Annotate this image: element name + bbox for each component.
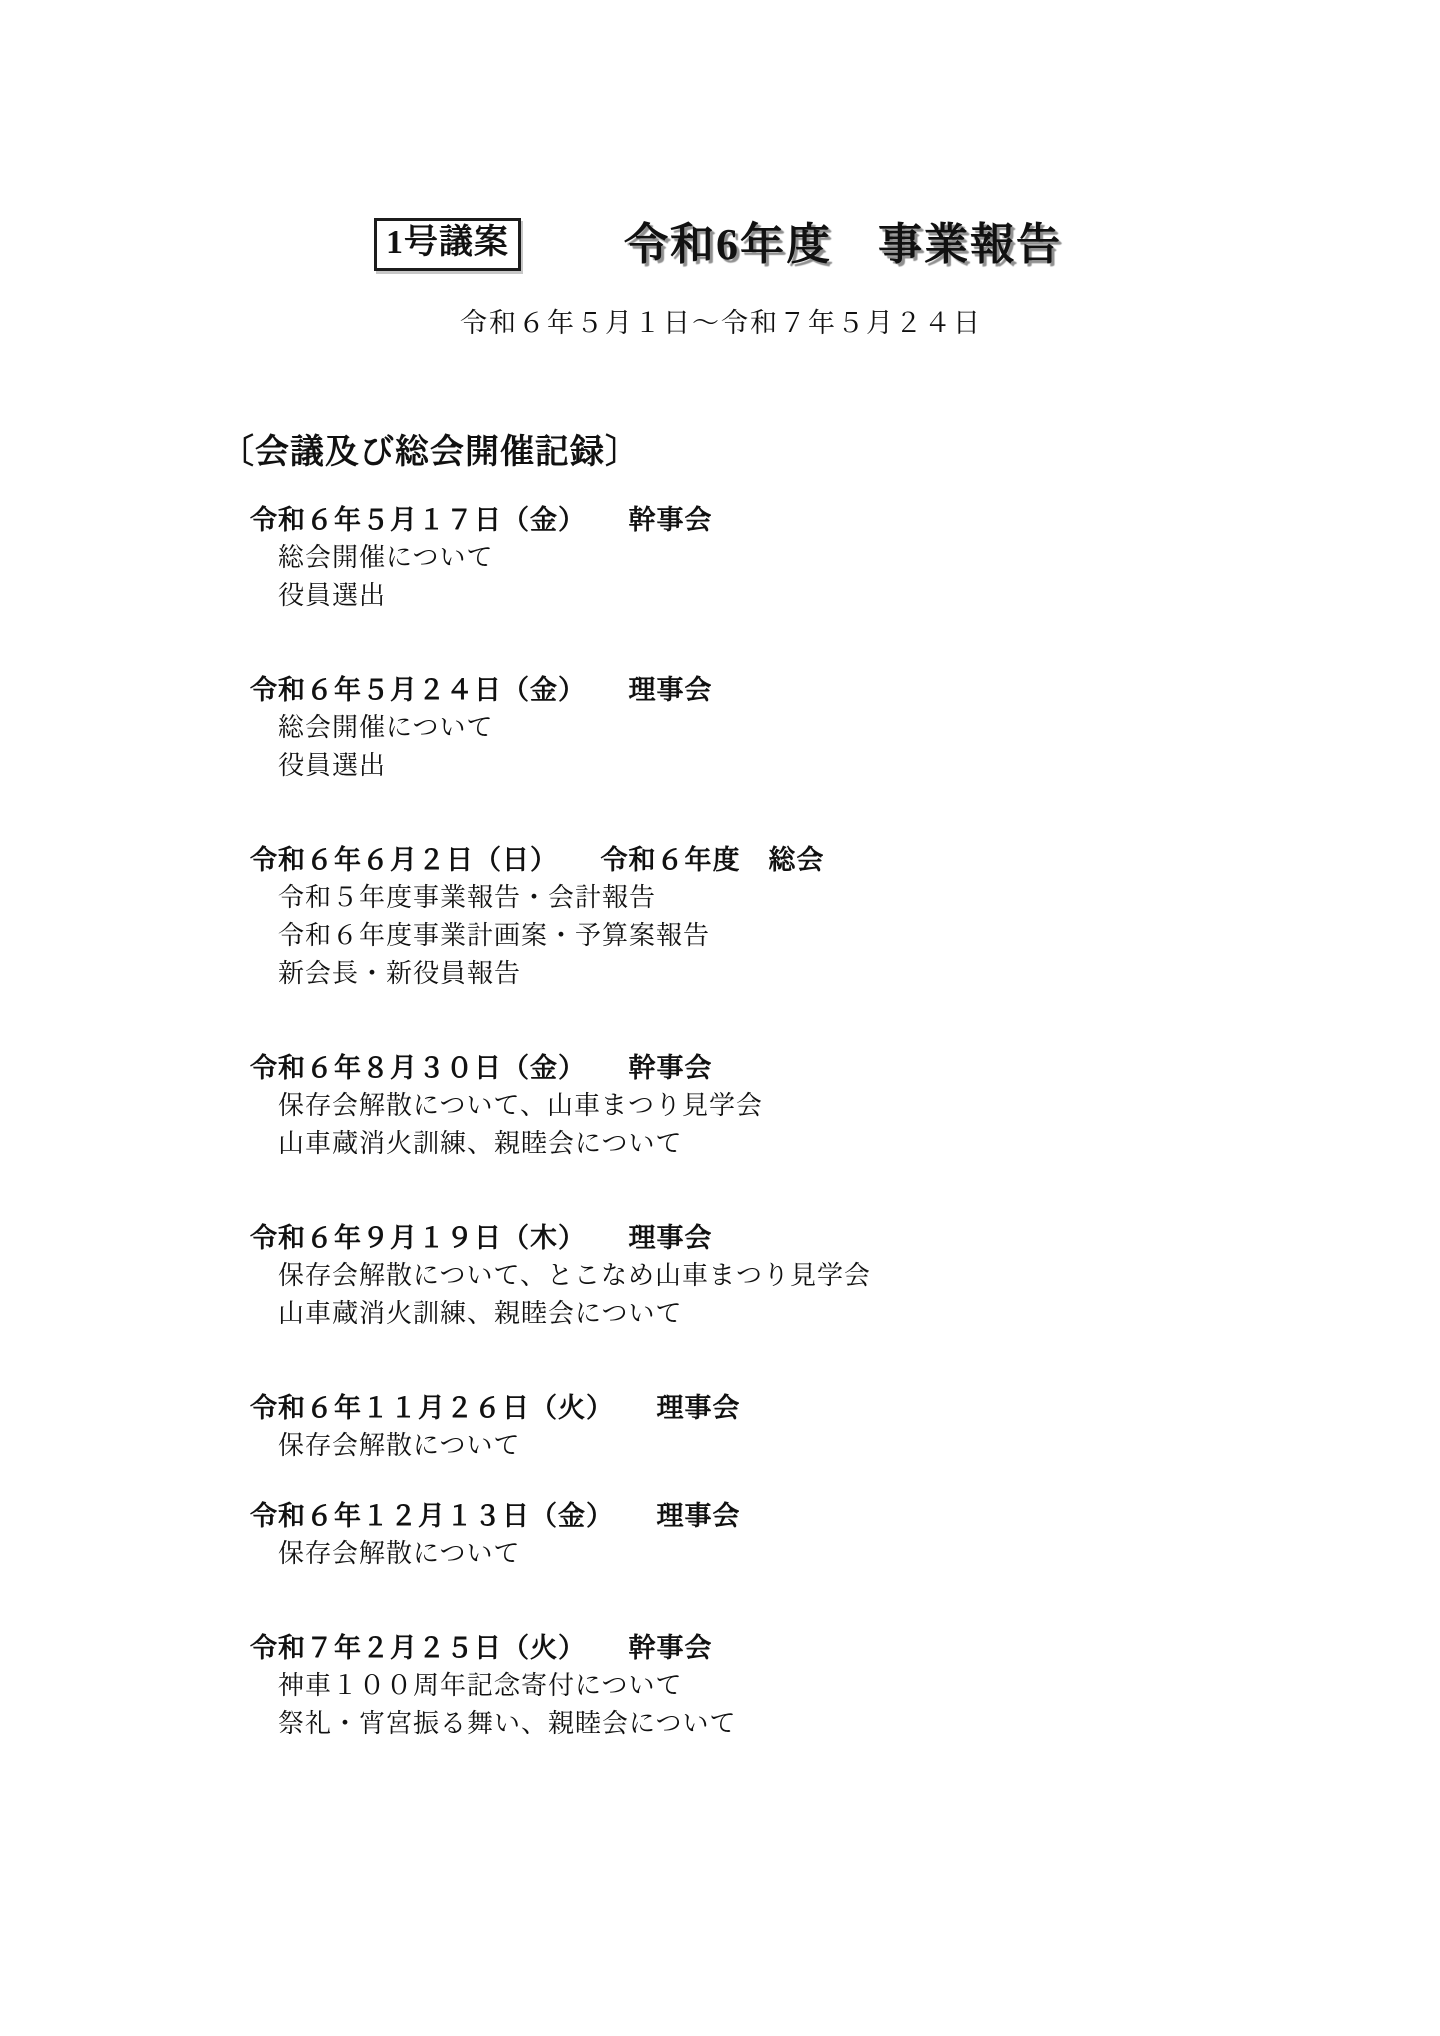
meeting-date-heading: 令和６年８月３０日（金） 幹事会 bbox=[250, 1053, 713, 1083]
meeting-date-heading: 令和６年１１月２６日（火） 理事会 bbox=[250, 1393, 741, 1423]
title-row bbox=[0, 0, 1440, 271]
meeting-entry bbox=[250, 1049, 1440, 1163]
meeting-topic: 保存会解散について bbox=[278, 1431, 521, 1460]
meeting-topic: 総会開催について bbox=[278, 543, 494, 572]
meeting-date-heading: 令和６年５月２４日（金） 理事会 bbox=[250, 675, 713, 705]
page-title: 令和6年度 事業報告 bbox=[624, 219, 1062, 269]
report-period: 令和６年５月１日～令和７年５月２４日 bbox=[460, 308, 982, 338]
agenda-number-box: 1号議案 bbox=[374, 218, 521, 271]
meeting-entry bbox=[250, 1389, 1440, 1465]
meeting-date-heading: 令和７年２月２５日（火） 幹事会 bbox=[250, 1633, 713, 1663]
meeting-topic: 保存会解散について bbox=[278, 1539, 521, 1568]
meeting-date-heading: 令和６年１２月１３日（金） 理事会 bbox=[250, 1501, 741, 1531]
meeting-entry bbox=[250, 1629, 1440, 1743]
meeting-topic: 保存会解散について、とこなめ山車まつり見学会 bbox=[278, 1261, 871, 1290]
meeting-topic: 神車１００周年記念寄付について bbox=[278, 1671, 683, 1700]
meeting-entry bbox=[250, 841, 1440, 993]
meeting-topic: 総会開催について bbox=[278, 713, 494, 742]
meeting-entry bbox=[250, 501, 1440, 615]
meeting-topic: 新会長・新役員報告 bbox=[278, 959, 522, 988]
meeting-entry bbox=[250, 671, 1440, 785]
meeting-topic: 保存会解散について、山車まつり見学会 bbox=[278, 1091, 763, 1120]
meeting-topic: 令和６年度事業計画案・予算案報告 bbox=[278, 921, 711, 950]
meeting-list bbox=[0, 501, 1440, 1743]
meeting-entry bbox=[250, 1219, 1440, 1333]
meeting-topic: 役員選出 bbox=[278, 751, 387, 780]
meeting-date-heading: 令和６年９月１９日（木） 理事会 bbox=[250, 1223, 713, 1253]
meeting-topic: 祭礼・宵宮振る舞い、親睦会について bbox=[278, 1709, 737, 1738]
section-heading: 〔会議及び総会開催記録〕 bbox=[220, 433, 640, 471]
meeting-date-heading: 令和６年５月１７日（金） 幹事会 bbox=[250, 505, 713, 535]
meeting-topic: 山車蔵消火訓練、親睦会について bbox=[278, 1129, 683, 1158]
meeting-topic: 山車蔵消火訓練、親睦会について bbox=[278, 1299, 683, 1328]
meeting-topic: 役員選出 bbox=[278, 581, 387, 610]
meeting-date-heading: 令和６年６月２日（日） 令和６年度 総会 bbox=[250, 845, 825, 875]
meeting-topic: 令和５年度事業報告・会計報告 bbox=[278, 883, 657, 912]
meeting-entry bbox=[250, 1497, 1440, 1573]
